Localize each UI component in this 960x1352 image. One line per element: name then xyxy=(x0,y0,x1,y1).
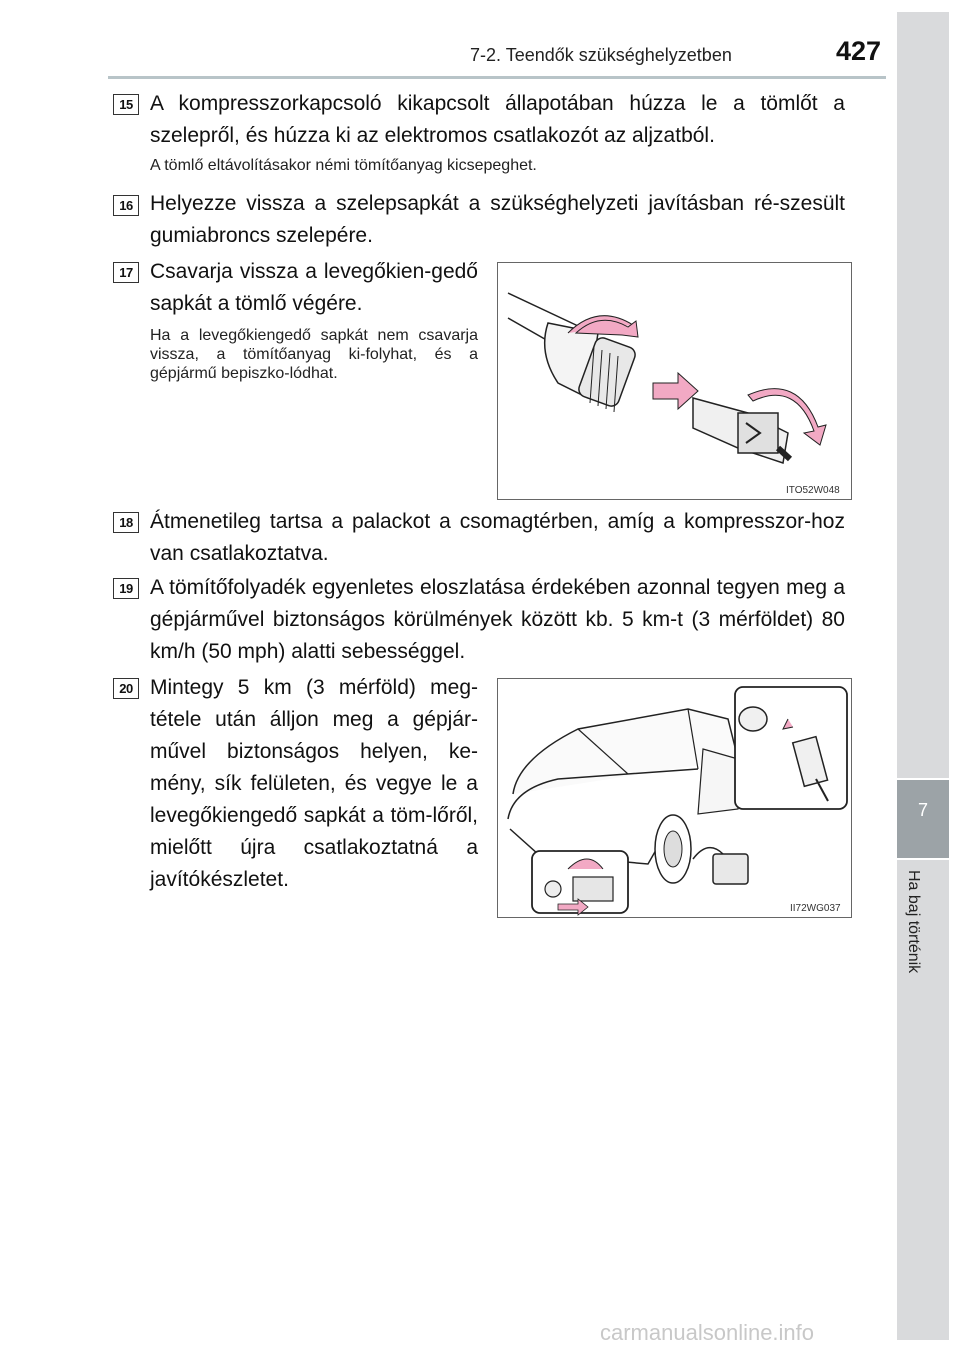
chapter-number: 7 xyxy=(917,800,928,820)
step-text-16: Helyezze vissza a szelepsapkát a szükséghelyzeti javításban ré-szesült gumiabroncs szelepére. xyxy=(150,192,845,247)
step-note-15: A tömlő eltávolításakor némi tömítőanyag kicsepeghet. xyxy=(150,157,537,174)
step-number-20: 20 xyxy=(113,678,139,699)
figure-valve-cap xyxy=(497,262,852,500)
push-arrow-icon xyxy=(653,373,698,409)
step-number-17: 17 xyxy=(113,262,139,283)
chapter-title: Ha baj történik xyxy=(905,870,922,974)
step-text-18: Átmenetileg tartsa a palackot a csomagtérben, amíg a kompresszor-hoz van csatlakoztatva. xyxy=(150,510,845,565)
step-text-17: Csavarja vissza a levegőkien-gedő sapkát a tömlő végére. xyxy=(150,260,478,315)
car-repair-illustration xyxy=(498,679,851,917)
step-note-17: Ha a levegőkiengedő sapkát nem csavarja vissza, a tömítőanyag ki-folyhat, és a gépjármű bepiszko-lódhat. xyxy=(150,327,478,382)
valve-cap-illustration xyxy=(498,263,851,499)
step-number-16: 16 xyxy=(113,195,139,216)
header-rule xyxy=(108,76,886,79)
compressor-icon xyxy=(713,854,748,884)
page-number: 427 xyxy=(836,36,882,66)
step-number-18: 18 xyxy=(113,512,139,533)
inset-valve-detail xyxy=(735,687,847,809)
step-text-19: A tömítőfolyadék egyenletes eloszlatása érdekében azonnal tegyen meg a gépjárművel biztonságos körülmények között kb. 5 km-t (3 mérföldet) 80 km/h (50 mph) alatti sebességgel. xyxy=(150,576,845,663)
figure-car-repair xyxy=(497,678,852,918)
step-text-15: A kompresszorkapcsoló kikapcsolt állapotában húzza le a tömlőt a szelepről, és húzza ki az elektromos csatlakozót az aljzatból. xyxy=(150,92,845,147)
sidebar-strip xyxy=(897,12,949,778)
figure-code-1: ITO52W048 xyxy=(786,485,840,496)
figure-code-2: II72WG037 xyxy=(790,903,841,914)
section-title: 7-2. Teendők szükséghelyzetben xyxy=(470,45,732,65)
step-text-20: Mintegy 5 km (3 mérföld) meg-tétele után álljon meg a gépjár-művel biztonságos helyen, ke-mény, sík felületen, és vegye le a levegőkiengedő sapkát a töm-lőről, mielőtt újra csatlakoztatná a javítókészletet. xyxy=(150,676,478,891)
step-number-15: 15 xyxy=(113,94,139,115)
step-number-19: 19 xyxy=(113,578,139,599)
watermark: carmanualsonline.info xyxy=(600,1320,815,1345)
